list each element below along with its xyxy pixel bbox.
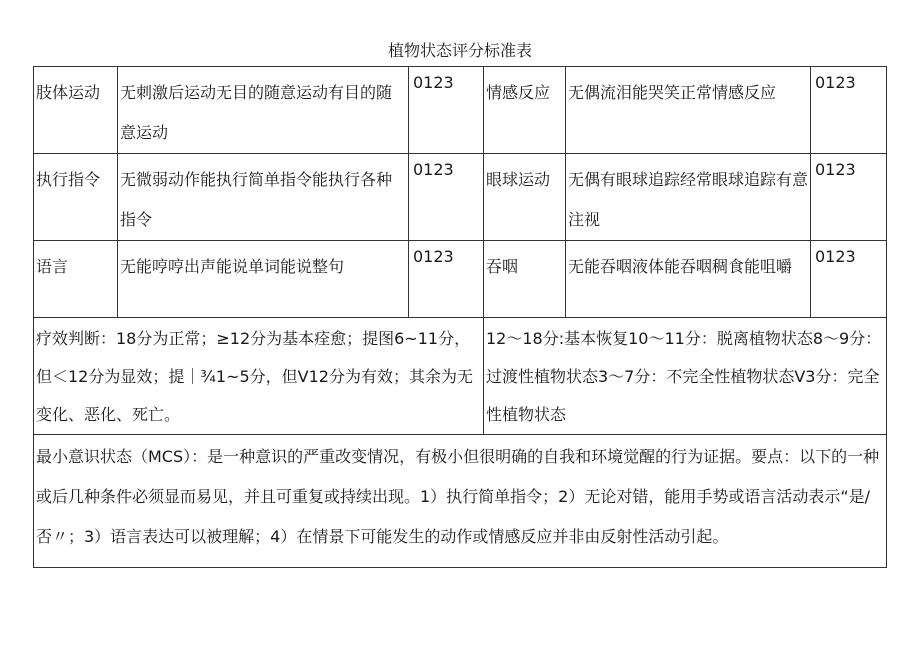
item-score: 0123 [409,241,484,318]
item-label: 语言 [34,241,118,318]
item-label: 眼球运动 [484,154,566,241]
item-score: 0123 [811,67,887,154]
table-row [34,241,887,318]
document-title: 植物状态评分标准表 [387,41,532,60]
item-description: 无偶流泪能哭笑正常情感反应 [566,67,811,154]
efficacy-criteria: 疗效判断：18分为正常；≥12分为基本痊愈；提图6~11分，但＜12分为显效；提｜¾1~5分，但V12分为有效；其余为无变化、恶化、死亡。 [34,318,484,435]
item-label: 执行指令 [34,154,118,241]
item-description: 无偶有眼球追踪经常眼球追踪有意注视 [566,154,811,241]
item-label: 吞咽 [484,241,566,318]
table-row [34,435,887,568]
item-score: 0123 [811,154,887,241]
mcs-definition: 最小意识状态（MCS）：是一种意识的严重改变情况，有极小但很明确的自我和环境觉醒的行为证据。要点：以下的一种或后几种条件必须显而易见，并且可重复或持续出现。1）执行简单指令；2）无论对错，能用手势或语言活动表示“是/否〃；3）语言表达可以被理解；4）在情景下可能发生的动作或情感反应并非由反射性活动引起。 [34,435,887,568]
item-description: 无刺激后运动无目的随意运动有目的随意运动 [118,67,409,154]
item-score: 0123 [811,241,887,318]
grading-criteria: 12～18分:基本恢复10～11分：脱离植物状态8～9分：过渡性植物状态3～7分：不完全性植物状态V3分：完全性植物状态 [484,318,887,435]
item-description: 无能哼哼出声能说单词能说整句 [118,241,409,318]
table-row [34,154,887,241]
table-row [34,67,887,154]
item-score: 0123 [409,67,484,154]
item-label: 肢体运动 [34,67,118,154]
vegetative-state-score-table [33,66,887,568]
item-score: 0123 [409,154,484,241]
table-row [34,318,887,435]
item-description: 无微弱动作能执行简单指令能执行各种指令 [118,154,409,241]
item-description: 无能吞咽液体能吞咽稠食能咀嚼 [566,241,811,318]
item-label: 情感反应 [484,67,566,154]
